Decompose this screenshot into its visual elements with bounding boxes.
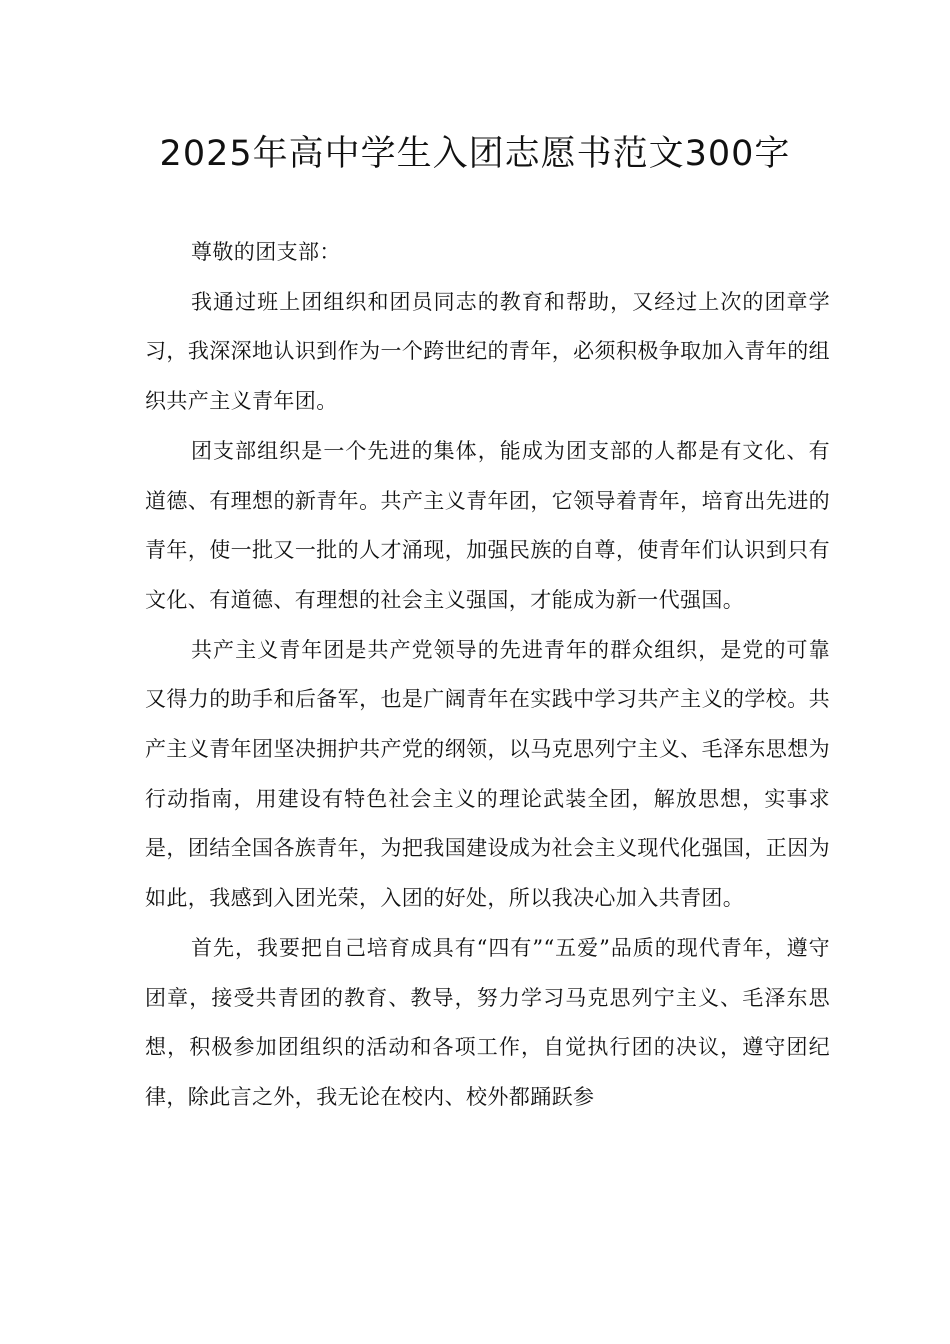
salutation: 尊敬的团支部： <box>191 240 341 264</box>
paragraph-1: 我通过班上团组织和团员同志的教育和帮助，又经过上次的团章学习，我深深地认识到作为一个跨世纪的青年，必须积极争取加入青年的组织共产主义青年团。 <box>145 289 830 414</box>
document-body <box>145 228 830 1123</box>
paragraph-2: 团支部组织是一个先进的集体，能成为团支部的人都是有文化、有道德、有理想的新青年。共产主义青年团，它领导着青年，培育出先进的青年，使一批又一批的人才涌现，加强民族的自尊，使青年们认识到只有文化、有道德、有理想的社会主义强国，才能成为新一代强国。 <box>145 438 830 612</box>
paragraph-4: 首先，我要把自己培育成具有“四有”“五爱”品质的现代青年，遵守团章，接受共青团的教育、教导，努力学习马克思列宁主义、毛泽东思想，积极参加团组织的活动和各项工作，自觉执行团的决议，遵守团纪律，除此言之外，我无论在校内、校外都踊跃参 <box>145 935 830 1109</box>
paragraph-3: 共产主义青年团是共产党领导的先进青年的群众组织，是党的可靠又得力的助手和后备军，也是广阔青年在实践中学习共产主义的学校。共产主义青年团坚决拥护共产党的纲领，以马克思列宁主义、毛泽东思想为行动指南，用建设有特色社会主义的理论武装全团，解放思想，实事求是，团结全国各族青年，为把我国建设成为社会主义现代化强国，正因为如此，我感到入团光荣，入团的好处，所以我决心加入共青团。 <box>145 637 830 911</box>
document-title: 2025年高中学生入团志愿书范文300字 <box>159 134 791 174</box>
